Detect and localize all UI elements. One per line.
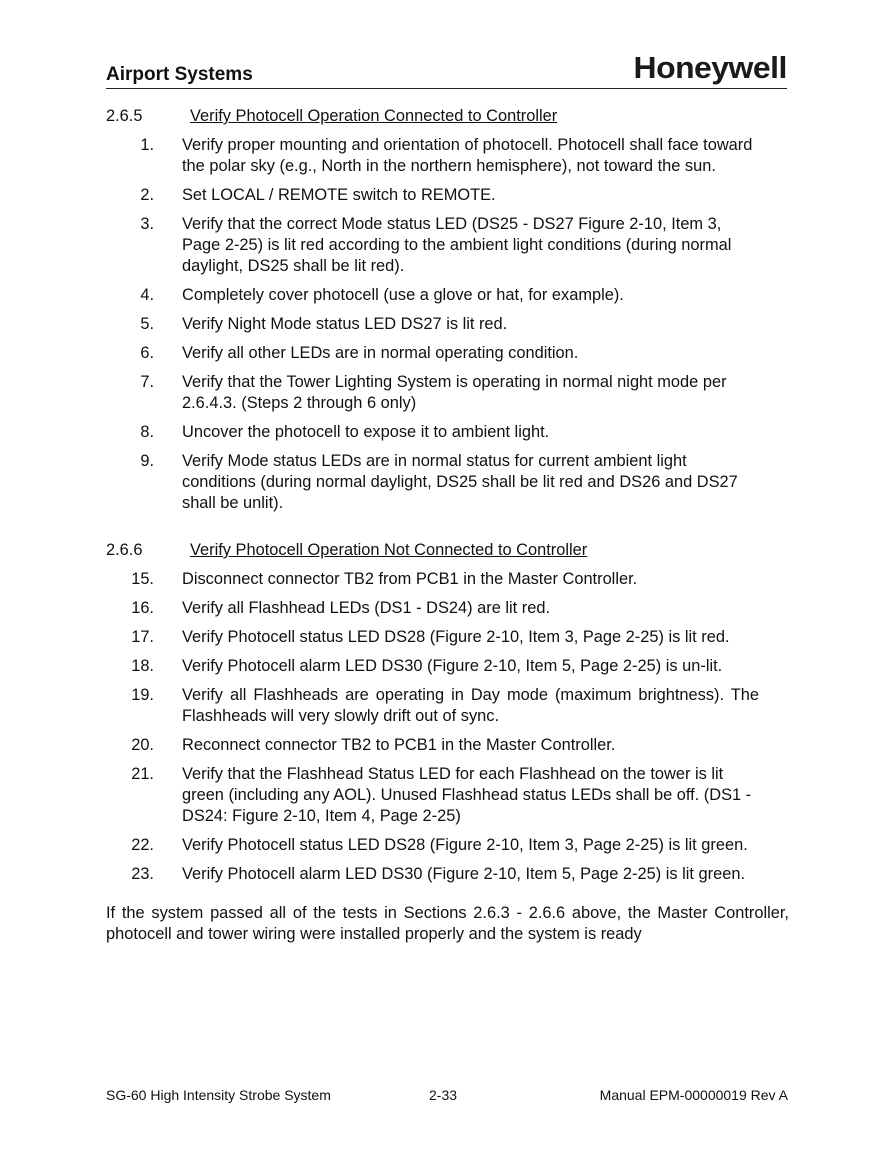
item-number: 4. — [140, 286, 154, 304]
item-number: 16. — [131, 599, 154, 617]
footer-manual-number: Manual EPM-00000019 Rev A — [599, 1087, 788, 1103]
item-text: Verify all Flashheads are operating in Day mode (maximum brightness). The Flashheads will very slowly drift out of sync. — [182, 686, 759, 725]
item-text: Verify that the Flashhead Status LED for each Flashhead on the tower is lit green (including any AOL). Unused Flashhead status LEDs shall be off. (DS1 - DS24: Figure 2-10, Item 4, Page 2-25) — [182, 765, 752, 825]
item-text: Verify that the correct Mode status LED (DS25 - DS27 Figure 2-10, Item 3, Page 2-25) is lit red according to the ambient light conditions (during normal daylight, DS25 shall be lit red). — [182, 215, 732, 275]
item-number: 23. — [131, 865, 154, 883]
item-number: 22. — [131, 836, 154, 854]
list-item — [106, 685, 789, 727]
footer-page-number: 2-33 — [429, 1087, 458, 1103]
item-text: Verify Night Mode status LED DS27 is lit red. — [182, 315, 508, 333]
list-item — [106, 735, 789, 756]
item-number: 18. — [131, 657, 154, 675]
item-text: Verify that the Tower Lighting System is operating in normal night mode per 2.6.4.3. (Steps 2 through 6 only) — [182, 373, 727, 412]
item-text: Reconnect connector TB2 to PCB1 in the Master Controller. — [182, 736, 616, 754]
item-number: 21. — [131, 765, 154, 783]
list-item — [106, 656, 789, 677]
item-number: 20. — [131, 736, 154, 754]
item-number: 17. — [131, 628, 154, 646]
list-item — [106, 214, 789, 277]
list-item — [106, 422, 789, 443]
item-number: 3. — [140, 215, 154, 233]
honeywell-logo: Honeywell — [633, 50, 787, 85]
list-item — [106, 627, 789, 648]
list-item — [106, 598, 789, 619]
item-text: Disconnect connector TB2 from PCB1 in the Master Controller. — [182, 570, 638, 588]
list-item — [106, 451, 789, 514]
list-item — [106, 285, 789, 306]
list-item — [106, 343, 789, 364]
list-item — [106, 135, 789, 177]
item-text: Verify all other LEDs are in normal operating condition. — [182, 344, 579, 362]
closing-paragraph: If the system passed all of the tests in Sections 2.6.3 - 2.6.6 above, the Master Controller, photocell and tower wiring were installed properly and the system is ready — [106, 904, 789, 943]
item-text: Verify Photocell alarm LED DS30 (Figure 2-10, Item 5, Page 2-25) is un-lit. — [182, 657, 723, 675]
list-item — [106, 764, 789, 827]
item-text: Verify Photocell alarm LED DS30 (Figure 2-10, Item 5, Page 2-25) is lit green. — [182, 865, 746, 883]
section-number: 2.6.6 — [106, 541, 143, 559]
item-text: Set LOCAL / REMOTE switch to REMOTE. — [182, 186, 496, 204]
list-item — [106, 314, 789, 335]
item-number: 15. — [131, 570, 154, 588]
footer-document-title: SG-60 High Intensity Strobe System — [106, 1087, 331, 1103]
section-heading-2-6-5 — [106, 106, 789, 127]
item-number: 8. — [140, 423, 154, 441]
item-number: 7. — [140, 373, 154, 391]
section-number: 2.6.5 — [106, 107, 143, 125]
item-number: 2. — [140, 186, 154, 204]
page-content — [106, 106, 789, 945]
header-title: Airport Systems — [106, 64, 253, 85]
section-heading-2-6-6 — [106, 540, 789, 561]
page-footer — [106, 1087, 788, 1105]
list-item — [106, 185, 789, 206]
item-number: 19. — [131, 686, 154, 704]
item-number: 6. — [140, 344, 154, 362]
list-item — [106, 835, 789, 856]
section-spacer — [106, 522, 789, 540]
section-title: Verify Photocell Operation Not Connected to Controller — [190, 541, 588, 559]
page-header — [106, 52, 787, 89]
item-text: Verify proper mounting and orientation of photocell. Photocell shall face toward the polar sky (e.g., North in the northern hemisphere), not toward the sun. — [182, 136, 753, 175]
section-title: Verify Photocell Operation Connected to Controller — [190, 107, 558, 125]
list-item — [106, 569, 789, 590]
item-text: Uncover the photocell to expose it to ambient light. — [182, 423, 550, 441]
item-text: Verify all Flashhead LEDs (DS1 - DS24) are lit red. — [182, 599, 551, 617]
list-item — [106, 864, 789, 885]
list-item — [106, 372, 789, 414]
item-text: Completely cover photocell (use a glove or hat, for example). — [182, 286, 624, 304]
item-text: Verify Photocell status LED DS28 (Figure 2-10, Item 3, Page 2-25) is lit red. — [182, 628, 730, 646]
item-number: 5. — [140, 315, 154, 333]
item-text: Verify Mode status LEDs are in normal status for current ambient light conditions (during normal daylight, DS25 shall be lit red and DS26 and DS27 shall be unlit). — [182, 452, 738, 512]
item-text: Verify Photocell status LED DS28 (Figure 2-10, Item 3, Page 2-25) is lit green. — [182, 836, 748, 854]
item-number: 1. — [140, 136, 154, 154]
item-number: 9. — [140, 452, 154, 470]
